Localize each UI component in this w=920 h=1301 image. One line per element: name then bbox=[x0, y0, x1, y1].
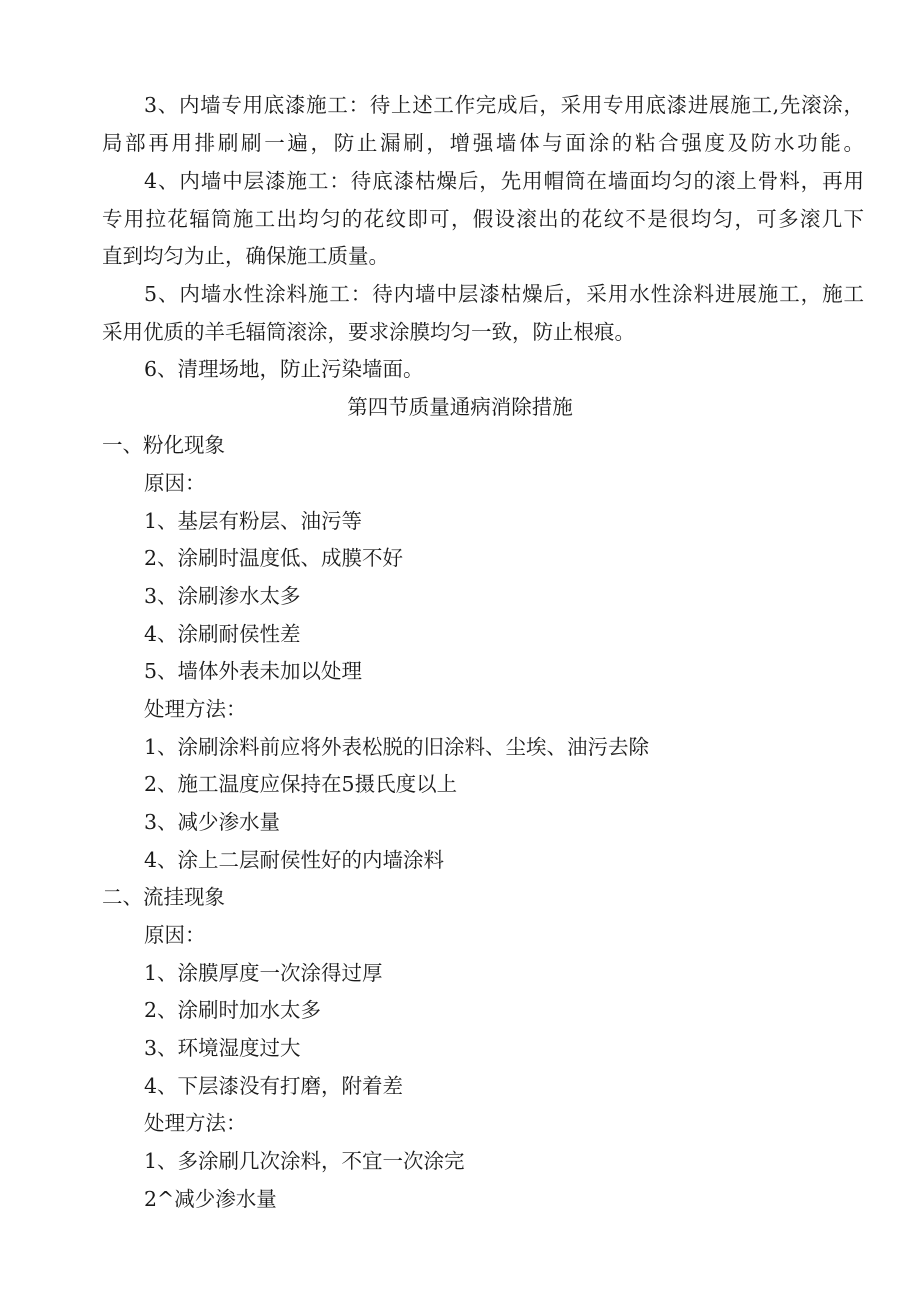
section-1-heading: 一、粉化现象 bbox=[102, 433, 225, 457]
section-1-method-3: 3、减少渗水量 bbox=[144, 810, 281, 834]
section-1-cause-3: 3、涂刷渗水太多 bbox=[144, 584, 301, 608]
section-2-method-label: 处理方法： bbox=[144, 1111, 247, 1135]
section-1-method-1: 1、涂刷涂料前应将外表松脱的旧涂料、尘埃、油污去除 bbox=[144, 735, 650, 759]
section-2-method-1: 1、多涂刷几次涂料，不宜一次涂完 bbox=[144, 1149, 465, 1173]
section-2-cause-1: 1、涂膜厚度一次涂得过厚 bbox=[144, 961, 383, 985]
section-1-method-4: 4、涂上二层耐侯性好的内墙涂料 bbox=[144, 848, 445, 872]
section-2-heading: 二、流挂现象 bbox=[102, 885, 225, 909]
section-1-method-2: 2、施工温度应保持在5摄氏度以上 bbox=[144, 772, 458, 796]
section-1-cause-2: 2、涂刷时温度低、成膜不好 bbox=[144, 546, 404, 570]
section-1-cause-5: 5、墙体外表未加以处理 bbox=[144, 659, 363, 683]
section-1-cause-1: 1、基层有粉层、油污等 bbox=[144, 509, 363, 533]
paragraph-3-line-2: 局部再用排刷刷一遍，防止漏刷，增强墙体与面涂的粘合强度及防水功能。 bbox=[102, 131, 864, 155]
paragraph-4-line-1: 4、内墙中层漆施工：待底漆枯燥后，先用帽筒在墙面均匀的滚上骨料，再用 bbox=[144, 169, 864, 193]
section-1-cause-4: 4、涂刷耐侯性差 bbox=[144, 622, 301, 646]
section-1-method-label: 处理方法： bbox=[144, 697, 247, 721]
paragraph-5-line-2: 采用优质的羊毛辐筒滚涂，要求涂膜均匀一致，防止根痕。 bbox=[102, 320, 635, 344]
paragraph-4-line-2: 专用拉花辐筒施工出均匀的花纹即可，假设滚出的花纹不是很均匀，可多滚几下 bbox=[102, 207, 864, 231]
paragraph-5-line-1: 5、内墙水性涂料施工：待内墙中层漆枯燥后，采用水性涂料进展施工，施工 bbox=[144, 282, 864, 306]
section-2-method-2: 2^减少渗水量 bbox=[144, 1187, 277, 1211]
section-title: 第四节质量通病消除措施 bbox=[347, 395, 573, 419]
section-2-cause-label: 原因： bbox=[144, 923, 206, 947]
section-2-cause-4: 4、下层漆没有打磨，附着差 bbox=[144, 1074, 404, 1098]
paragraph-3-line-1: 3、内墙专用底漆施工：待上述工作完成后，采用专用底漆进展施工,先滚涂， bbox=[144, 93, 864, 117]
paragraph-6: 6、清理场地，防止污染墙面。 bbox=[144, 357, 424, 381]
section-1-cause-label: 原因： bbox=[144, 471, 206, 495]
section-2-cause-2: 2、涂刷时加水太多 bbox=[144, 998, 322, 1022]
paragraph-4-line-3: 直到均匀为止，确保施工质量。 bbox=[102, 244, 389, 268]
section-2-cause-3: 3、环境湿度过大 bbox=[144, 1036, 301, 1060]
